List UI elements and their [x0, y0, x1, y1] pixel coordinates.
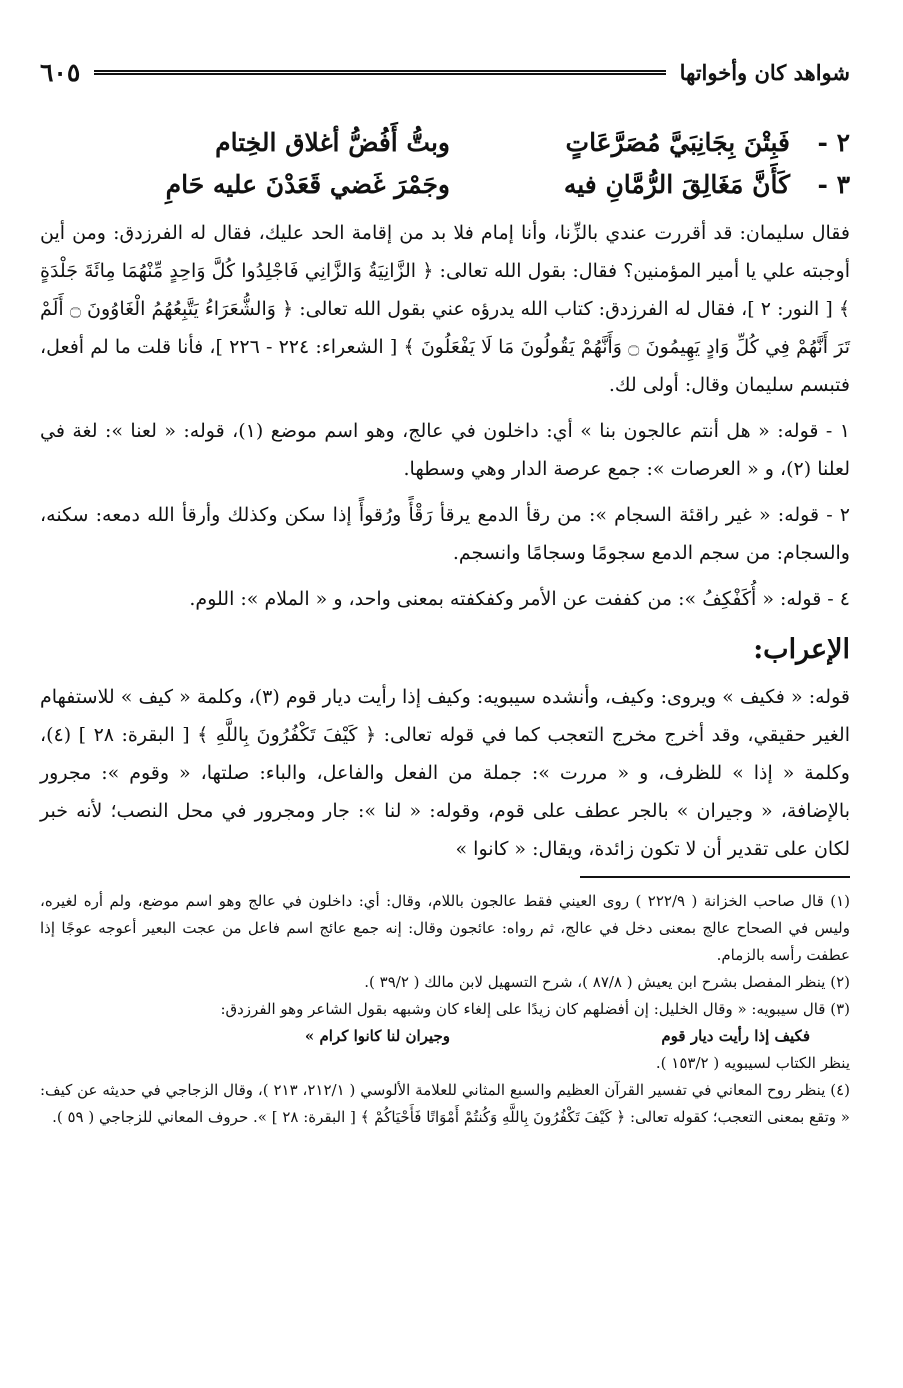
- verse-number: ٢ -: [817, 128, 850, 157]
- footnote-1: (١) قال صاحب الخزانة ( ٢٢٢/٩ ) روى العيني فقط عالجون باللام، وقال: أي: داخلون في عالج وهو اسم موضع، ولم أره لغيره، وليس في الصحاح عالج بمعنى دخل في عالج، ثم رواه: عائجون وقال: إنه جمع عائج اسم فاعل من عجت البعير أعوجه عوجًا إذا عطفت رأسه بالزمام.: [40, 892, 851, 964]
- verse-line-3: [40, 164, 850, 206]
- header-rule: [94, 70, 665, 75]
- verse-first-hemistich: كَأَنَّ مَغَالِقَ الرُّمَّانِ فيه: [563, 170, 790, 199]
- footnote-2: (٢) ينظر المفصل بشرح ابن يعيش ( ٨٧/٨ )، شرح التسهيل لابن مالك ( ٣٩/٢ ).: [364, 973, 850, 991]
- section-heading-irab: الإعراب:: [753, 634, 850, 665]
- running-header: [40, 52, 850, 92]
- footnote-divider: [580, 876, 850, 878]
- note-paragraph-1: ١ - قوله: « هل أنتم عالجون بنا » أي: داخلون في عالج، وهو اسم موضع (١)، قوله: « لعنا »: لغة في لعلنا (٢)، و « العرصات »: جمع عرصة الدار وهي وسطها.: [40, 420, 850, 480]
- chapter-title: شواهد كان وأخواتها: [679, 59, 850, 85]
- story-paragraph: فقال سليمان: قد أقررت عندي بالزِّنا، وأنا إمام فلا بد من إقامة الحد عليك، فقال له الفرزدق: ومن أين أوجبته علي يا أمير المؤمنين؟ فقال: بقول الله تعالى: ﴿ الزَّانِيَةُ وَالزَّانِي فَاجْلِدُوا كُلَّ وَاحِدٍ مِّنْهُمَا مِائَةَ جَلْدَةٍ ﴾ [ النور: ٢ ]، فقال له الفرزدق: كتاب الله يدرؤه عني بقول الله تعالى: ﴿ وَالشُّعَرَاءُ يَتَّبِعُهُمُ الْغَاوُونَ ۝ أَلَمْ تَرَ أَنَّهُمْ فِي كُلِّ وَادٍ يَهِيمُونَ ۝ وَأَنَّهُمْ يَقُولُونَ مَا لَا يَفْعَلُونَ ﴾ [ الشعراء: ٢٢٤ - ٢٢٦ ]، فأنا قلت ما لم أفعل، فتبسم سليمان وقال: أولى لك.: [40, 222, 851, 396]
- footnote-3: (٣) قال سيبويه: « وقال الخليل: إن أفضلهم كان زيدًا على إلغاء كان وشبهه بقول الشاعر وهو الفرزدق:: [220, 1000, 850, 1018]
- verse-second-hemistich: وبتُّ أَفُضُّ أغلاق الخِتام: [215, 128, 450, 157]
- verse-number: ٣ -: [817, 170, 850, 199]
- footnote-verse-first-hemistich: فكيف إذا رأيت ديار قوم: [661, 1027, 810, 1045]
- footnote-4: (٤) ينظر روح المعاني في تفسير القرآن العظيم والسبع المثاني للعلامة الألوسي ( ٢١٢/١، ٢١٣ )، وقال الزجاجي في حديثه عن كيف: « وتقع بمعنى التعجب؛ كقوله تعالى: ﴿ كَيْفَ تَكْفُرُونَ بِاللَّهِ وَكُنتُمْ أَمْوَاتًا فَأَحْيَاكُمْ ﴾ [ البقرة: ٢٨ ] ». حروف المعاني للزجاجي ( ٥٩ ).: [40, 1081, 851, 1126]
- footnote-3-reference: ينظر الكتاب لسيبويه ( ١٥٣/٢ ).: [655, 1054, 850, 1072]
- page: [40, 52, 850, 1131]
- verse-second-hemistich: وجَمْرَ غَضي قَعَدْنَ عليه حَامِ: [165, 170, 450, 199]
- verse-first-hemistich: فَبِتْنَ بِجَانِبَيَّ مُصَرَّعَاتٍ: [565, 128, 790, 157]
- verse-line-2: [40, 122, 850, 164]
- page-number: ٦٠٥: [40, 57, 81, 87]
- note-paragraph-4: ٤ - قوله: « أُكَفْكِفُ »: من كففت عن الأمر وكفكفته بمعنى واحد، و « الملام »: اللوم.: [189, 588, 850, 610]
- irab-paragraph: قوله: « فكيف » ويروى: وكيف، وأنشده سيبويه: وكيف إذا رأيت ديار قوم (٣)، وكلمة « كيف » للاستفهام الغير حقيقي، وقد أخرج مخرج التعجب كما في قوله تعالى: ﴿ كَيْفَ تَكْفُرُونَ بِاللَّهِ ﴾ [ البقرة: ٢٨ ] (٤)، وكلمة « إذا » للظرف، و « مررت »: جملة من الفعل والفاعل، والباء: صلتها، « وقوم »: مجرور بالإضافة، « وجيران » بالجر عطف على قوم، وقوله: « لنا »: جار ومجرور في محل النصب؛ لأنه خبر لكان على تقدير أن لا تكون زائدة، ويقال: « كانوا »: [40, 686, 850, 860]
- footnote-3-verse: [40, 1023, 810, 1050]
- footnote-verse-second-hemistich: وجيران لنا كانوا كرام »: [304, 1027, 450, 1045]
- note-paragraph-2: ٢ - قوله: « غير راقئة السجام »: من رقأ الدمع يرقأ رَقْأً ورُقوأً إذا سكن وكذلك وأرقأ الله دمعه: سكنه، والسجام: من سجم الدمع سجومًا وسجامًا وانسجم.: [40, 504, 850, 564]
